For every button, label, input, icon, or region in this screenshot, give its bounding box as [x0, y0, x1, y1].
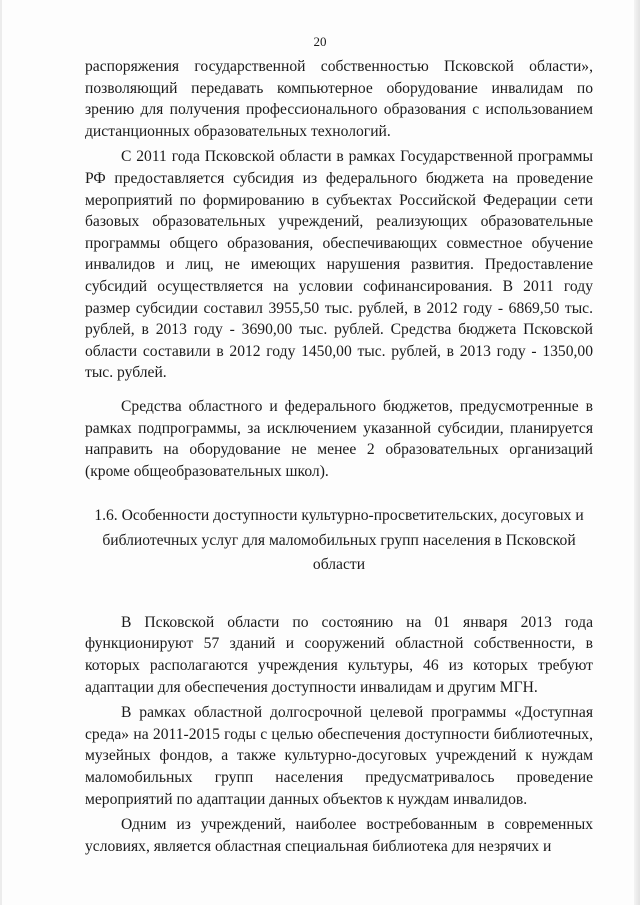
- document-body: [85, 56, 593, 857]
- paragraph-culture-buildings: В Псковской области по состоянию на 01 января 2013 года функционируют 57 зданий и сооружений областной собственности, в которых располагаются учреждения культуры, 46 из которых требуют адаптации для обеспечения доступности инвалидам и другим МГН.: [85, 613, 593, 696]
- paragraph-accessible-environment: В рамках областной долгосрочной целевой программы «Доступная среда» на 2011-2015 годы с целью обеспечения доступности библиотечных, музейных фондов, а также культурно-досуговых учреждений к нуждам маломобильных групп населения предусматривалось проведение мероприятий по адаптации данных объектов к нуждам инвалидов.: [85, 704, 593, 808]
- page-right-edge: [634, 0, 640, 905]
- section-heading: 1.6. Особенности доступности культурно-просветительских, досуговых и библиотечных услуг для маломобильных групп населения в Псковской области: [94, 507, 584, 574]
- paragraph-disability-equipment: распоряжения государственной собственностью Псковской области», позволяющий передавать компьютерное оборудование инвалидам по зрению для получения профессионального образования с использованием дистанционных образовательных технологий.: [85, 58, 593, 140]
- page-left-edge: [0, 0, 2, 905]
- paragraph-subsidy: С 2011 года Псковской области в рамках Государственной программы РФ предоставляется субсидия из федерального бюджета на проведение мероприятий по формированию в субъектах Российской Федерации сети базовых образовательных учреждений, реализующих образовательные программы общего образования, обеспечивающих совместное обучение инвалидов и лиц, не имеющих нарушения развития. Предоставление субсидий осуществляется на условии софинансирования. В 2011 году размер субсидии составил 3955,50 тыс. рублей, в 2012 году - 6869,50 тыс. рублей, в 2013 году - 3690,00 тыс. рублей. Средства бюджета Псковской области составили в 2012 году 1450,00 тыс. рублей, в 2013 году - 1350,00 тыс. рублей.: [85, 148, 593, 382]
- paragraph-library: Одним из учреждений, наиболее востребованным в современных условиях, является областная специальная библиотека для незрячих и: [85, 816, 593, 855]
- paragraph-budget-funds: Средства областного и федерального бюджетов, предусмотренные в рамках подпрограммы, за исключением указанной субсидии, планируется направить на оборудование не менее 2 образовательных организаций (кроме общеобразовательных школ).: [85, 397, 593, 480]
- page-number: 20: [313, 34, 327, 49]
